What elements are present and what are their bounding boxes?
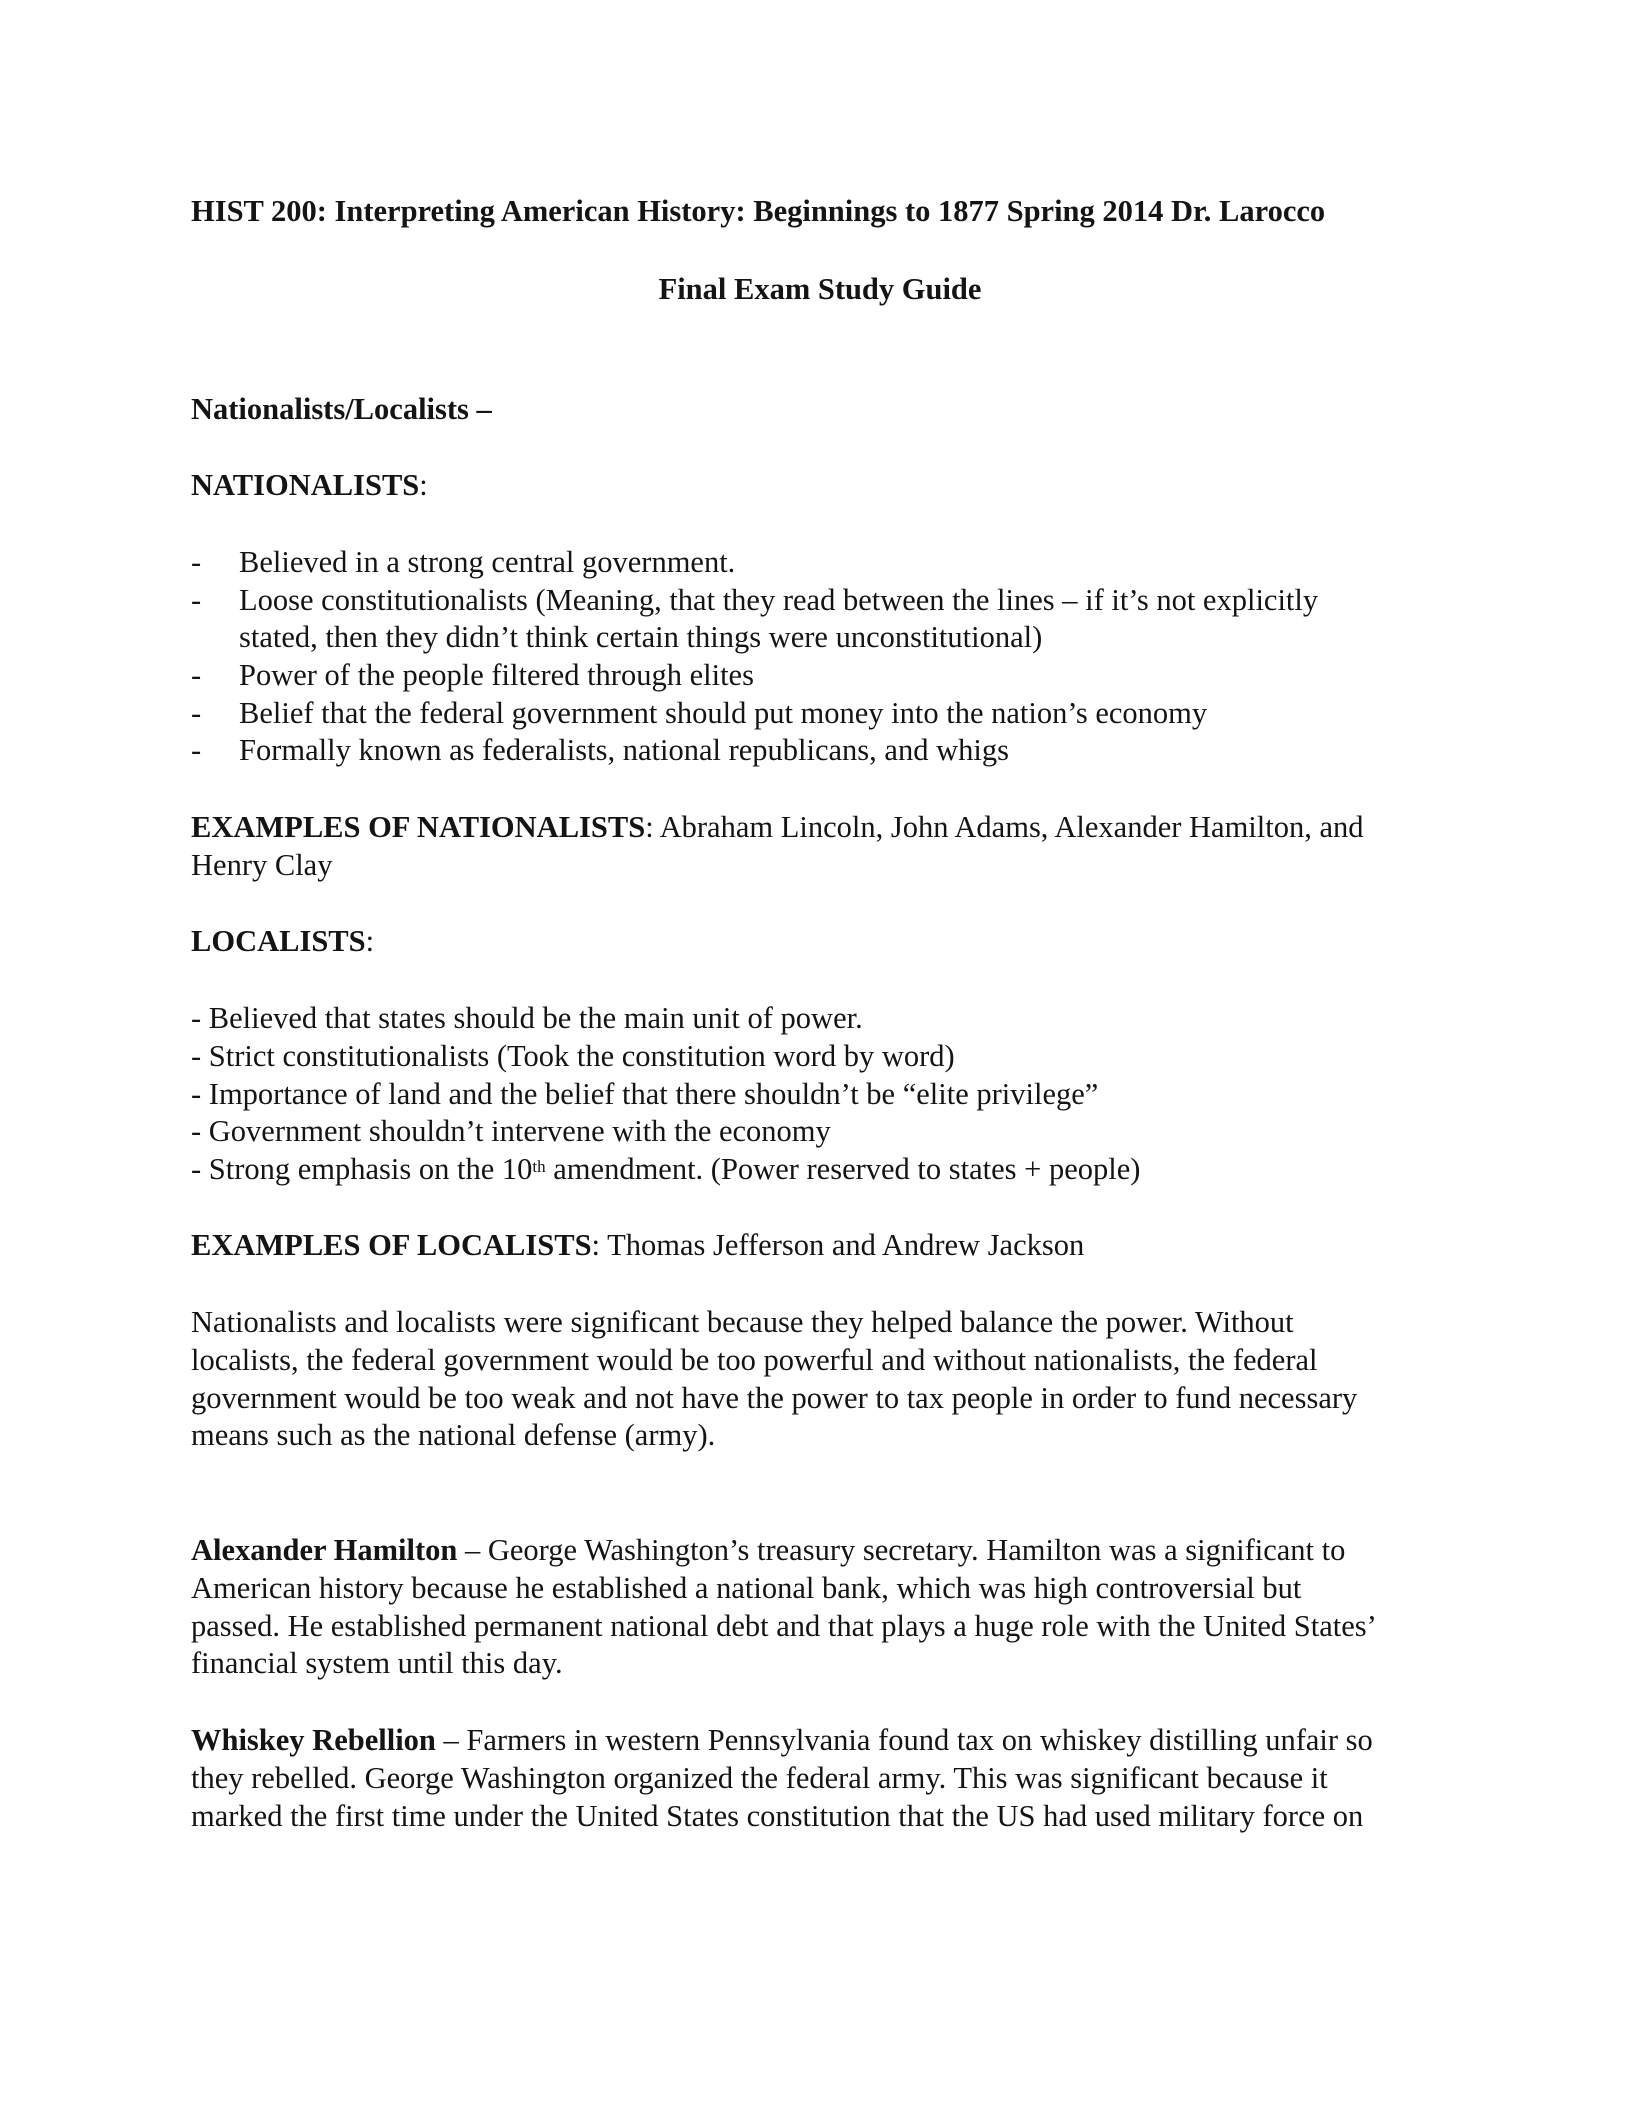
- nationalists-examples-label: EXAMPLES OF NATIONALISTS: [191, 810, 646, 844]
- bullet-dash: -: [191, 583, 202, 617]
- paragraph-line: they rebelled. George Washington organized the federal army. This was significant because it: [191, 1761, 1328, 1795]
- paragraph-line: marked the first time under the United States constitution that the US had used military force on: [191, 1799, 1364, 1833]
- list-item: Belief that the federal government should put money into the nation’s economy: [239, 696, 1208, 730]
- document-title: Final Exam Study Guide: [658, 272, 982, 306]
- hamilton-definition: – George Washington’s treasury secretary. Hamilton was a significant to: [457, 1533, 1346, 1567]
- list-item: - Strict constitutionalists (Took the constitution word by word): [191, 1039, 955, 1073]
- bullet-dash: -: [191, 733, 202, 767]
- bullet-dash: -: [191, 658, 202, 692]
- nationalists-heading-colon: :: [419, 468, 428, 502]
- ordinal-superscript: th: [532, 1157, 546, 1176]
- bullet-dash: -: [191, 545, 202, 579]
- paragraph-line: means such as the national defense (army).: [191, 1418, 716, 1452]
- nationalists-examples: [191, 808, 1461, 846]
- nationalists-examples-continued: Henry Clay: [191, 848, 333, 882]
- nationalists-examples-text: : Abraham Lincoln, John Adams, Alexander Hamilton, and: [645, 810, 1364, 844]
- list-item: Power of the people filtered through elites: [239, 658, 754, 692]
- list-item: [191, 1150, 1461, 1188]
- paragraph-line: financial system until this day.: [191, 1646, 563, 1680]
- list-item: - Believed that states should be the main unit of power.: [191, 1001, 863, 1035]
- course-title: HIST 200: Interpreting American History: Beginnings to 1877 Spring 2014 Dr. Larocco: [191, 194, 1326, 228]
- nationalists-heading: [191, 466, 1461, 504]
- list-item-continuation: stated, then they didn’t think certain things were unconstitutional): [239, 620, 1043, 654]
- list-item-text-continued: amendment. (Power reserved to states + people): [545, 1152, 1141, 1186]
- list-item: - Importance of land and the belief that there shouldn’t be “elite privilege”: [191, 1077, 1099, 1111]
- paragraph-line: passed. He established permanent national debt and that plays a huge role with the United States’: [191, 1609, 1377, 1643]
- nationalists-heading-label: NATIONALISTS: [191, 468, 420, 502]
- whiskey-definition: – Farmers in western Pennsylvania found tax on whiskey distilling unfair so: [435, 1723, 1373, 1757]
- paragraph-line: American history because he established a national bank, which was high controversial but: [191, 1571, 1302, 1605]
- paragraph-line: localists, the federal government would be too powerful and without nationalists, the federal: [191, 1343, 1318, 1377]
- whiskey-entry: [191, 1721, 1461, 1759]
- list-item-text: - Strong emphasis on the 10: [191, 1152, 533, 1186]
- hamilton-entry: [191, 1531, 1461, 1569]
- whiskey-term: Whiskey Rebellion: [191, 1723, 436, 1757]
- hamilton-term: Alexander Hamilton: [191, 1533, 458, 1567]
- list-item: Believed in a strong central government.: [239, 545, 736, 579]
- localists-heading-label: LOCALISTS: [191, 924, 366, 958]
- list-item: - Government shouldn’t intervene with the economy: [191, 1114, 831, 1148]
- localists-examples-label: EXAMPLES OF LOCALISTS: [191, 1228, 592, 1262]
- localists-heading: [191, 922, 1461, 960]
- section-heading: Nationalists/Localists –: [191, 392, 492, 426]
- list-item: Formally known as federalists, national republicans, and whigs: [239, 733, 1009, 767]
- bullet-dash: -: [191, 696, 202, 730]
- list-item: Loose constitutionalists (Meaning, that they read between the lines – if it’s not explicitly: [239, 583, 1319, 617]
- localists-examples-text: : Thomas Jefferson and Andrew Jackson: [591, 1228, 1085, 1262]
- localists-heading-colon: :: [365, 924, 375, 958]
- localists-examples: [191, 1226, 1461, 1264]
- paragraph-line: Nationalists and localists were significant because they helped balance the power. Without: [191, 1305, 1294, 1339]
- paragraph-line: government would be too weak and not have the power to tax people in order to fund necessary: [191, 1381, 1358, 1415]
